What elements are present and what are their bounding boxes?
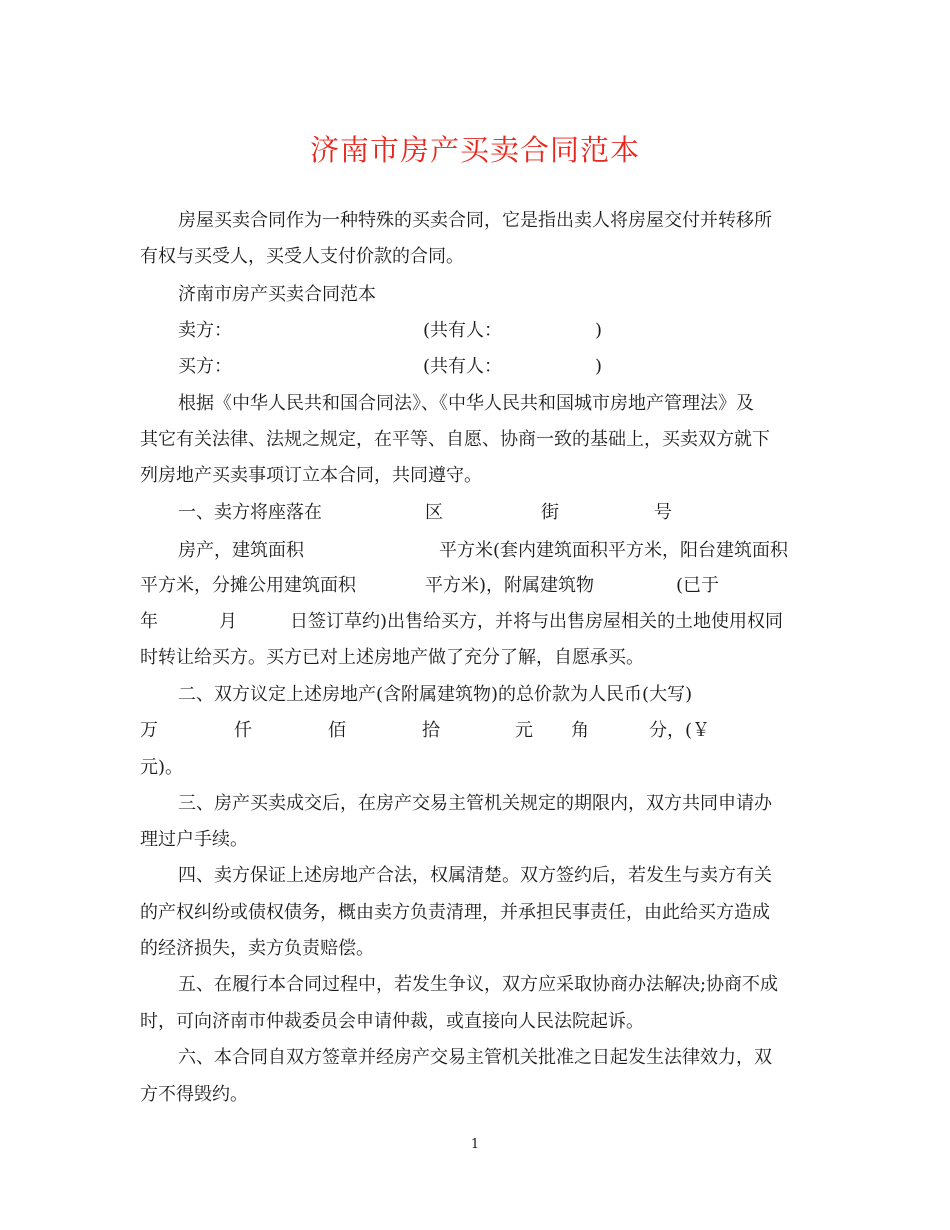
body-text-line: 分，(￥ [649,720,711,741]
body-text-line: (共有人： [423,356,503,377]
body-text-line: 五、在履行本合同过程中，若发生争议，双方应采取协商办法解决;协商不成 [178,974,779,995]
body-text-line: 月 [219,611,237,632]
body-text-line: 年 [140,611,158,632]
body-text-line: 平方米，分摊公用建筑面积 [140,575,356,596]
body-text-line: 拾 [422,720,440,741]
body-text-line: 六、本合同自双方签章并经房产交易主管机关批准之日起发生法律效力，双 [178,1047,772,1068]
body-text-line: 二、双方议定上述房地产(含附属建筑物)的总价款为人民币(大写) [178,684,693,705]
body-text-line: 其它有关法律、法规之规定，在平等、自愿、协商一致的基础上，买卖双方就下 [140,429,770,450]
document-title: 济南市房产买卖合同范本 [309,133,640,167]
body-text-line: 列房地产买卖事项订立本合同，共同遵守。 [140,465,482,486]
body-text-line: ) [595,356,603,377]
body-text-line: 时，可向济南市仲裁委员会申请仲裁，或直接向人民法院起诉。 [140,1011,644,1032]
body-text-line: 仟 [234,720,252,741]
body-text-line: 时转让给买方。买方已对上述房地产做了充分了解，自愿承买。 [140,647,644,668]
body-text-line: 一、卖方将座落在 [178,502,322,523]
body-text-line: 平方米)，附属建筑物 [425,575,595,596]
body-text-line: 日签订草约)出售给买方，并将与出售房屋相关的土地使用权同 [290,611,784,632]
body-text-line: 区 [425,502,443,523]
body-text-line: (共有人： [423,320,503,341]
body-text-line: 号 [654,502,672,523]
body-text-line: 买方： [178,356,232,377]
body-text-line: 根据《中华人民共和国合同法》、《中华人民共和国城市房地产管理法》及 [178,393,754,414]
body-text-line: 街 [541,502,559,523]
body-text-line: 房产，建筑面积 [178,540,304,561]
body-text-line: 三、房产买卖成交后，在房产交易主管机关规定的期限内，双方共同申请办 [178,793,772,814]
body-text-line: 元 [515,720,533,741]
body-text-line: 的经济损失，卖方负责赔偿。 [140,938,374,959]
body-text-line: 元)。 [140,757,184,778]
body-text-line: 理过户手续。 [140,829,248,850]
body-text-line: 角 [571,720,589,741]
body-text-line: 佰 [328,720,346,741]
page-number: 1 [470,1137,480,1152]
body-text-line: ) [595,320,603,341]
body-text-line: 有权与买受人，买受人支付价款的合同。 [140,246,464,267]
body-text-line: 卖方： [178,320,232,341]
body-text-line: (已于 [676,575,720,596]
body-text-line: 四、卖方保证上述房地产合法，权属清楚。双方签约后，若发生与卖方有关 [178,865,772,886]
body-text-line: 方不得毁约。 [140,1084,248,1105]
body-text-line: 平方米(套内建筑面积平方米，阳台建筑面积 [439,540,789,561]
body-text-line: 万 [140,720,158,741]
body-text-line: 房屋买卖合同作为一种特殊的买卖合同，它是指出卖人将房屋交付并转移所 [178,210,772,231]
body-text-line: 济南市房产买卖合同范本 [178,284,376,305]
body-text-line: 的产权纠纷或债权债务，概由卖方负责清理，并承担民事责任，由此给买方造成 [140,902,770,923]
